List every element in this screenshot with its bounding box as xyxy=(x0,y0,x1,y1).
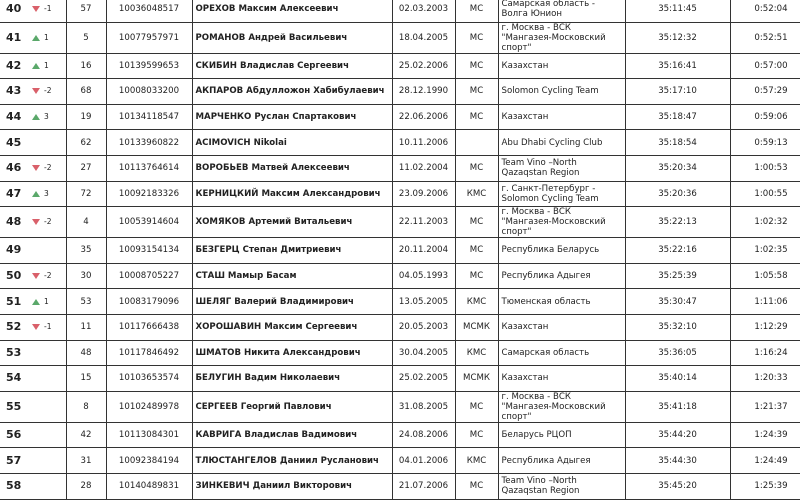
time-gap: 0:59:06 xyxy=(730,104,800,130)
table-row xyxy=(0,0,800,22)
place: 49 xyxy=(6,243,22,257)
total-time: 35:44:20 xyxy=(625,422,730,448)
team: г. Санкт-Петербург - Solomon Cycling Team xyxy=(498,181,625,207)
uci-id: 10139599653 xyxy=(106,53,192,79)
place: 51 xyxy=(6,294,22,308)
uci-id: 10133960822 xyxy=(106,130,192,156)
uci-id: 10113084301 xyxy=(106,422,192,448)
table-row xyxy=(0,340,800,366)
birth-date: 28.12.1990 xyxy=(392,79,455,105)
sport-rank: МС xyxy=(455,104,498,130)
time-gap: 1:20:33 xyxy=(730,366,800,392)
total-time: 35:20:36 xyxy=(625,181,730,207)
rider-name: РОМАНОВ Андрей Васильевич xyxy=(192,22,392,53)
birth-date: 22.11.2003 xyxy=(392,207,455,238)
rider-name: АКПАРОВ Абдулложон Хабибулаевич xyxy=(192,79,392,105)
sport-rank: КМС xyxy=(455,448,498,474)
birth-date: 23.09.2006 xyxy=(392,181,455,207)
sport-rank: МСМК xyxy=(455,314,498,340)
place-cell xyxy=(0,155,66,181)
place-cell xyxy=(0,340,66,366)
bib: 16 xyxy=(66,53,106,79)
time-gap: 0:57:29 xyxy=(730,79,800,105)
rider-name: БЕЗГЕРЦ Степан Дмитриевич xyxy=(192,238,392,264)
place-cell xyxy=(0,289,66,315)
arrow-down-icon xyxy=(32,324,40,330)
place: 41 xyxy=(6,30,22,44)
birth-date: 24.08.2006 xyxy=(392,422,455,448)
uci-id: 10092183326 xyxy=(106,181,192,207)
bib: 19 xyxy=(66,104,106,130)
bib: 68 xyxy=(66,79,106,105)
change-value: 1 xyxy=(44,296,49,306)
place: 52 xyxy=(6,320,22,334)
table-row xyxy=(0,181,800,207)
rider-name: ACIMOVICH Nikolai xyxy=(192,130,392,156)
total-time: 35:18:54 xyxy=(625,130,730,156)
team: г. Москва - ВСК "Мангазея-Московский спорт" xyxy=(498,22,625,53)
rider-name: ТЛЮСТАНГЕЛОВ Даниил Русланович xyxy=(192,448,392,474)
place: 50 xyxy=(6,269,22,283)
table-row xyxy=(0,53,800,79)
bib: 8 xyxy=(66,391,106,422)
position-change xyxy=(32,33,49,43)
uci-id: 10008705227 xyxy=(106,263,192,289)
place-cell xyxy=(0,130,66,156)
birth-date: 25.02.2005 xyxy=(392,366,455,392)
table-row xyxy=(0,422,800,448)
uci-id: 10036048517 xyxy=(106,0,192,22)
team: Беларусь РЦОП xyxy=(498,422,625,448)
place-cell xyxy=(0,181,66,207)
bib: 35 xyxy=(66,238,106,264)
team: Казахстан xyxy=(498,366,625,392)
bib: 72 xyxy=(66,181,106,207)
arrow-down-icon xyxy=(32,219,40,225)
position-change xyxy=(32,297,49,307)
total-time: 35:11:45 xyxy=(625,0,730,22)
uci-id: 10008033200 xyxy=(106,79,192,105)
uci-id: 10103653574 xyxy=(106,366,192,392)
table-row xyxy=(0,289,800,315)
change-value: -2 xyxy=(44,86,52,96)
uci-id: 10083179096 xyxy=(106,289,192,315)
rider-name: ШЕЛЯГ Валерий Владимирович xyxy=(192,289,392,315)
arrow-down-icon xyxy=(32,6,40,12)
total-time: 35:41:18 xyxy=(625,391,730,422)
bib: 42 xyxy=(66,422,106,448)
uci-id: 10134118547 xyxy=(106,104,192,130)
change-value: -2 xyxy=(44,163,52,173)
table-row xyxy=(0,207,800,238)
place-cell xyxy=(0,53,66,79)
time-gap: 0:59:13 xyxy=(730,130,800,156)
team: Самарская область - Волга Юнион xyxy=(498,0,625,22)
total-time: 35:44:30 xyxy=(625,448,730,474)
bib: 48 xyxy=(66,340,106,366)
rider-name: МАРЧЕНКО Руслан Спартакович xyxy=(192,104,392,130)
team: Team Vino –North Qazaqstan Region xyxy=(498,155,625,181)
total-time: 35:45:20 xyxy=(625,473,730,499)
change-value: 3 xyxy=(44,112,49,122)
team: Республика Адыгея xyxy=(498,263,625,289)
place: 53 xyxy=(6,345,22,359)
uci-id: 10113764614 xyxy=(106,155,192,181)
total-time: 35:32:10 xyxy=(625,314,730,340)
place: 46 xyxy=(6,161,22,175)
bib: 62 xyxy=(66,130,106,156)
rider-name: ВОРОБЬЕВ Матвей Алексеевич xyxy=(192,155,392,181)
rider-name: ЗИНКЕВИЧ Даниил Викторович xyxy=(192,473,392,499)
sport-rank: МС xyxy=(455,207,498,238)
uci-id: 10117846492 xyxy=(106,340,192,366)
change-value: -2 xyxy=(44,271,52,281)
sport-rank: МСМК xyxy=(455,366,498,392)
place-cell xyxy=(0,366,66,392)
rider-name: ХОРОШАВИН Максим Сергеевич xyxy=(192,314,392,340)
birth-date: 30.04.2005 xyxy=(392,340,455,366)
time-gap: 0:52:51 xyxy=(730,22,800,53)
position-change xyxy=(32,271,51,281)
team: Самарская область xyxy=(498,340,625,366)
place-cell xyxy=(0,104,66,130)
birth-date: 25.02.2006 xyxy=(392,53,455,79)
table-row xyxy=(0,448,800,474)
place: 54 xyxy=(6,371,22,385)
team: Казахстан xyxy=(498,104,625,130)
position-change xyxy=(32,163,51,173)
table-row xyxy=(0,79,800,105)
total-time: 35:17:10 xyxy=(625,79,730,105)
place-cell xyxy=(0,473,66,499)
time-gap: 1:02:35 xyxy=(730,238,800,264)
table-row xyxy=(0,238,800,264)
sport-rank: КМС xyxy=(455,289,498,315)
table-row xyxy=(0,473,800,499)
change-value: 1 xyxy=(44,32,49,42)
total-time: 35:22:13 xyxy=(625,207,730,238)
total-time: 35:40:14 xyxy=(625,366,730,392)
place-cell xyxy=(0,448,66,474)
total-time: 35:36:05 xyxy=(625,340,730,366)
rider-name: КАВРИГА Владислав Вадимович xyxy=(192,422,392,448)
arrow-up-icon xyxy=(32,191,40,197)
table-row xyxy=(0,155,800,181)
place: 43 xyxy=(6,84,22,98)
place: 48 xyxy=(6,215,22,229)
place: 55 xyxy=(6,399,22,413)
table-row xyxy=(0,314,800,340)
arrow-up-icon xyxy=(32,114,40,120)
table-row xyxy=(0,104,800,130)
arrow-down-icon xyxy=(32,165,40,171)
team: г. Москва - ВСК "Мангазея-Московский спорт" xyxy=(498,391,625,422)
bib: 27 xyxy=(66,155,106,181)
time-gap: 1:12:29 xyxy=(730,314,800,340)
position-change xyxy=(32,4,51,14)
birth-date: 22.06.2006 xyxy=(392,104,455,130)
uci-id: 10102489978 xyxy=(106,391,192,422)
time-gap: 1:05:58 xyxy=(730,263,800,289)
table-row xyxy=(0,391,800,422)
total-time: 35:12:32 xyxy=(625,22,730,53)
time-gap: 1:02:32 xyxy=(730,207,800,238)
sport-rank: МС xyxy=(455,422,498,448)
rider-name: ХОМЯКОВ Артемий Витальевич xyxy=(192,207,392,238)
arrow-up-icon xyxy=(32,299,40,305)
sport-rank: КМС xyxy=(455,181,498,207)
bib: 28 xyxy=(66,473,106,499)
bib: 15 xyxy=(66,366,106,392)
bib: 53 xyxy=(66,289,106,315)
time-gap: 1:25:39 xyxy=(730,473,800,499)
team: Team Vino –North Qazaqstan Region xyxy=(498,473,625,499)
uci-id: 10093154134 xyxy=(106,238,192,264)
place-cell xyxy=(0,0,66,22)
birth-date: 20.11.2004 xyxy=(392,238,455,264)
uci-id: 10053914604 xyxy=(106,207,192,238)
sport-rank: МС xyxy=(455,53,498,79)
bib: 31 xyxy=(66,448,106,474)
time-gap: 1:24:39 xyxy=(730,422,800,448)
table-row xyxy=(0,366,800,392)
total-time: 35:18:47 xyxy=(625,104,730,130)
table-row xyxy=(0,130,800,156)
birth-date: 04.01.2006 xyxy=(392,448,455,474)
team: Abu Dhabi Cycling Club xyxy=(498,130,625,156)
uci-id: 10117666438 xyxy=(106,314,192,340)
place: 44 xyxy=(6,110,22,124)
rider-name: СКИБИН Владислав Сергеевич xyxy=(192,53,392,79)
rider-name: ОРЕХОВ Максим Алексеевич xyxy=(192,0,392,22)
team: Республика Беларусь xyxy=(498,238,625,264)
total-time: 35:25:39 xyxy=(625,263,730,289)
place: 45 xyxy=(6,135,22,149)
sport-rank: КМС xyxy=(455,340,498,366)
sport-rank: МС xyxy=(455,263,498,289)
place-cell xyxy=(0,314,66,340)
position-change xyxy=(32,217,51,227)
birth-date: 04.05.1993 xyxy=(392,263,455,289)
place-cell xyxy=(0,22,66,53)
change-value: 3 xyxy=(44,188,49,198)
place-cell xyxy=(0,207,66,238)
birth-date: 10.11.2006 xyxy=(392,130,455,156)
time-gap: 1:24:49 xyxy=(730,448,800,474)
sport-rank: МС xyxy=(455,155,498,181)
sport-rank: МС xyxy=(455,22,498,53)
total-time: 35:22:16 xyxy=(625,238,730,264)
arrow-down-icon xyxy=(32,88,40,94)
birth-date: 20.05.2003 xyxy=(392,314,455,340)
position-change xyxy=(32,322,51,332)
place: 47 xyxy=(6,186,22,200)
time-gap: 1:21:37 xyxy=(730,391,800,422)
position-change xyxy=(32,112,49,122)
place-cell xyxy=(0,422,66,448)
bib: 4 xyxy=(66,207,106,238)
uci-id: 10140489831 xyxy=(106,473,192,499)
team: г. Москва - ВСК "Мангазея-Московский спорт" xyxy=(498,207,625,238)
place: 42 xyxy=(6,58,22,72)
place: 57 xyxy=(6,453,22,467)
rider-name: БЕЛУГИН Вадим Николаевич xyxy=(192,366,392,392)
place-cell xyxy=(0,79,66,105)
time-gap: 0:52:04 xyxy=(730,0,800,22)
arrow-up-icon xyxy=(32,35,40,41)
birth-date: 11.02.2004 xyxy=(392,155,455,181)
uci-id: 10077957971 xyxy=(106,22,192,53)
bib: 57 xyxy=(66,0,106,22)
bib: 5 xyxy=(66,22,106,53)
time-gap: 1:00:53 xyxy=(730,155,800,181)
sport-rank xyxy=(455,130,498,156)
bib: 11 xyxy=(66,314,106,340)
place: 40 xyxy=(6,2,22,16)
sport-rank: МС xyxy=(455,473,498,499)
table-row xyxy=(0,22,800,53)
sport-rank: МС xyxy=(455,0,498,22)
team: Казахстан xyxy=(498,314,625,340)
time-gap: 1:11:06 xyxy=(730,289,800,315)
place-cell xyxy=(0,263,66,289)
position-change xyxy=(32,189,49,199)
time-gap: 1:00:55 xyxy=(730,181,800,207)
total-time: 35:30:47 xyxy=(625,289,730,315)
team: Республика Адыгея xyxy=(498,448,625,474)
place: 58 xyxy=(6,479,22,493)
rider-name: КЕРНИЦКИЙ Максим Александрович xyxy=(192,181,392,207)
rider-name: СЕРГЕЕВ Георгий Павлович xyxy=(192,391,392,422)
place-cell xyxy=(0,391,66,422)
position-change xyxy=(32,86,51,96)
birth-date: 18.04.2005 xyxy=(392,22,455,53)
total-time: 35:16:41 xyxy=(625,53,730,79)
team: Казахстан xyxy=(498,53,625,79)
total-time: 35:20:34 xyxy=(625,155,730,181)
uci-id: 10092384194 xyxy=(106,448,192,474)
position-change xyxy=(32,61,49,71)
birth-date: 13.05.2005 xyxy=(392,289,455,315)
sport-rank: МС xyxy=(455,391,498,422)
change-value: -2 xyxy=(44,217,52,227)
birth-date: 21.07.2006 xyxy=(392,473,455,499)
team: Solomon Cycling Team xyxy=(498,79,625,105)
birth-date: 02.03.2003 xyxy=(392,0,455,22)
time-gap: 1:16:24 xyxy=(730,340,800,366)
sport-rank: МС xyxy=(455,238,498,264)
place-cell xyxy=(0,238,66,264)
place: 56 xyxy=(6,428,22,442)
birth-date: 31.08.2005 xyxy=(392,391,455,422)
team: Тюменская область xyxy=(498,289,625,315)
sport-rank: МС xyxy=(455,79,498,105)
bib: 30 xyxy=(66,263,106,289)
rider-name: СТАШ Мамыр Басам xyxy=(192,263,392,289)
arrow-up-icon xyxy=(32,63,40,69)
change-value: -1 xyxy=(44,322,52,332)
change-value: 1 xyxy=(44,60,49,70)
table-row xyxy=(0,263,800,289)
rider-name: ШМАТОВ Никита Александрович xyxy=(192,340,392,366)
change-value: -1 xyxy=(44,4,52,14)
time-gap: 0:57:00 xyxy=(730,53,800,79)
arrow-down-icon xyxy=(32,273,40,279)
